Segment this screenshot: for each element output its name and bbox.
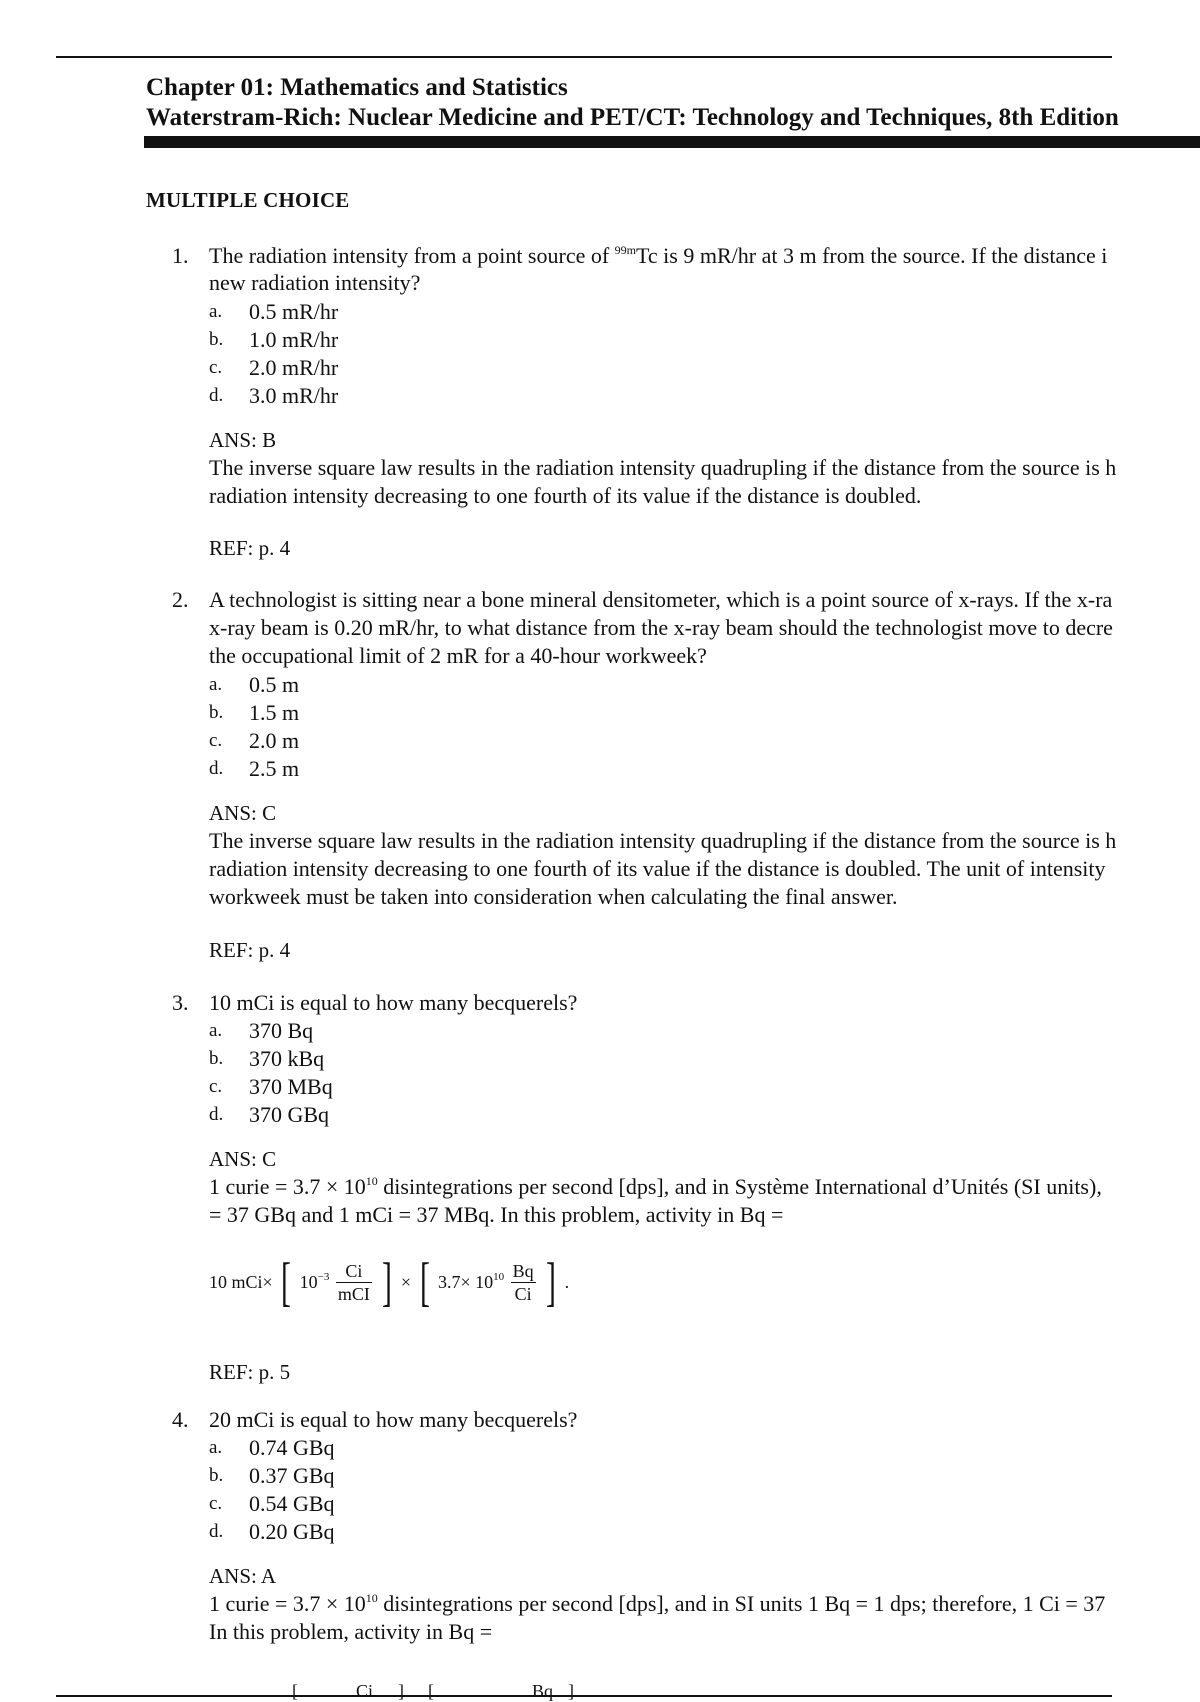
book-title: Waterstram-Rich: Nuclear Medicine and PET/CT: Technology and Techniques, 8th Edition bbox=[146, 104, 1119, 131]
q2-rationale-line2: radiation intensity decreasing to one fourth of its value if the distance is doubled. The unit of intensity bbox=[209, 856, 1106, 881]
q3-option-d-text: 370 GBq bbox=[249, 1102, 330, 1127]
question-3-stem-line1: 10 mCi is equal to how many becquerels? bbox=[209, 990, 578, 1015]
formula-lead: 10 mCi× bbox=[209, 1271, 273, 1292]
question-3-number: 3. bbox=[172, 990, 189, 1015]
bottom-rule bbox=[56, 1695, 1112, 1697]
q1-rationale-line2: radiation intensity decreasing to one fourth of its value if the distance is doubled. bbox=[209, 483, 922, 508]
question-4-stem-line1: 20 mCi is equal to how many becquerels? bbox=[209, 1407, 578, 1432]
q2-rationale-line1: The inverse square law results in the radiation intensity quadrupling if the distance from the source is h bbox=[209, 828, 1117, 853]
q2-option-c-text: 2.0 m bbox=[249, 728, 300, 753]
q4-partial-frac2-num: Bq bbox=[532, 1681, 554, 1701]
q4-option-b-text: 0.37 GBq bbox=[249, 1463, 335, 1488]
q3-rationale-line1: 1 curie = $3.7 \times 10^{10}$ disintegrations per second [dps], and in Système International d’Unités (SI units), bbox=[209, 1174, 1102, 1199]
q3-option-c-text: 370 MBq bbox=[249, 1074, 333, 1099]
q4-rationale-line1: 1 curie = $3.7 \times 10^{10}$ disintegrations per second [dps], and in SI units 1 Bq = 1 dps; therefore, 1 Ci = 37 bbox=[209, 1591, 1106, 1616]
formula-bracket-close-2: ] bbox=[546, 1252, 557, 1312]
q3-option-c-letter: c. bbox=[209, 1076, 223, 1097]
q3-answer: ANS: C bbox=[209, 1147, 277, 1171]
q1-option-d-text: 3.0 mR/hr bbox=[249, 383, 339, 408]
q1-option-b-text: 1.0 mR/hr bbox=[249, 327, 339, 352]
q2-option-b-text: 1.5 m bbox=[249, 700, 300, 725]
q3-option-a-letter: a. bbox=[209, 1020, 223, 1041]
q2-option-a-text: 0.5 m bbox=[249, 672, 300, 697]
question-1-stem-line2: new radiation intensity? bbox=[209, 270, 421, 295]
q4-answer: ANS: A bbox=[209, 1564, 277, 1588]
section-title: MULTIPLE CHOICE bbox=[146, 188, 350, 212]
formula-end: . bbox=[564, 1271, 570, 1292]
q2-rationale-line3: workweek must be taken into consideration when calculating the final answer. bbox=[209, 884, 898, 909]
q4-rationale-line2: In this problem, activity in Bq = bbox=[209, 1619, 493, 1644]
q3-option-d-letter: d. bbox=[209, 1104, 224, 1125]
q1-option-a-letter: a. bbox=[209, 301, 223, 322]
q1-option-a-text: 0.5 mR/hr bbox=[249, 299, 339, 324]
q1-option-b-letter: b. bbox=[209, 329, 224, 350]
q3-option-b-letter: b. bbox=[209, 1048, 224, 1069]
q4-partial-frac1-num: Ci bbox=[356, 1681, 374, 1701]
q4-option-a-text: 0.74 GBq bbox=[249, 1435, 335, 1460]
q4-option-b-letter: b. bbox=[209, 1465, 224, 1486]
formula-exp2: $3.7\times 10^{10}$ bbox=[438, 1270, 505, 1292]
formula-bracket-open-2: [ bbox=[419, 1252, 430, 1312]
q3-option-b-text: 370 kBq bbox=[249, 1046, 325, 1071]
q1-answer: ANS: B bbox=[209, 428, 277, 452]
question-1-number: 1. bbox=[172, 243, 189, 268]
q3-formula bbox=[209, 1252, 570, 1325]
q4-option-c-letter: c. bbox=[209, 1493, 223, 1514]
top-rule bbox=[56, 56, 1112, 58]
formula-exp1: $10^{-3}$ bbox=[299, 1270, 330, 1292]
q2-ref: REF: p. 4 bbox=[209, 938, 291, 962]
q4-option-d-letter: d. bbox=[209, 1521, 224, 1542]
q2-option-c-letter: c. bbox=[209, 730, 223, 751]
q2-answer: ANS: C bbox=[209, 801, 277, 825]
header-thick-rule bbox=[144, 136, 1200, 148]
q1-option-c-text: 2.0 mR/hr bbox=[249, 355, 339, 380]
question-2-number: 2. bbox=[172, 587, 189, 612]
q2-option-b-letter: b. bbox=[209, 702, 224, 723]
q4-option-d-text: 0.20 GBq bbox=[249, 1519, 335, 1544]
q4-partial-bracket-2: ] bbox=[398, 1681, 404, 1701]
q1-rationale-line1: The inverse square law results in the radiation intensity quadrupling if the distance from the source is h bbox=[209, 455, 1117, 480]
formula-frac2: $\frac{Bq}{Ci}$ bbox=[512, 1260, 534, 1304]
q1-ref: REF: p. 4 bbox=[209, 536, 291, 560]
q1-option-d-letter: d. bbox=[209, 385, 224, 406]
formula-bracket-open: [ bbox=[281, 1252, 292, 1312]
q2-option-a-letter: a. bbox=[209, 674, 223, 695]
q4-option-c-text: 0.54 GBq bbox=[249, 1491, 335, 1516]
q4-option-a-letter: a. bbox=[209, 1437, 223, 1458]
q2-option-d-letter: d. bbox=[209, 758, 224, 779]
question-2-stem-line3: the occupational limit of 2 mR for a 40-hour workweek? bbox=[209, 643, 707, 668]
question-2-stem-line1: A technologist is sitting near a bone mineral densitometer, which is a point source of x-rays. If the x-ra bbox=[209, 587, 1113, 612]
formula-bracket-close: ] bbox=[382, 1252, 393, 1312]
q1-option-c-letter: c. bbox=[209, 357, 223, 378]
q4-partial-bracket-3: [ bbox=[428, 1681, 434, 1701]
q3-rationale-line2: = 37 GBq and 1 mCi = 37 MBq. In this problem, activity in Bq = bbox=[209, 1202, 784, 1227]
q2-option-d-text: 2.5 m bbox=[249, 756, 300, 781]
q3-option-a-text: 370 Bq bbox=[249, 1018, 314, 1043]
question-4-number: 4. bbox=[172, 1407, 189, 1432]
q4-partial-bracket-4: ] bbox=[568, 1681, 574, 1701]
formula-frac1: $\frac{Ci}{\text{mCI}}$ bbox=[337, 1260, 370, 1304]
q3-ref: REF: p. 5 bbox=[209, 1360, 291, 1384]
chapter-title: Chapter 01: Mathematics and Statistics bbox=[146, 74, 568, 101]
question-2-stem-line2: x-ray beam is 0.20 mR/hr, to what distance from the x-ray beam should the technologist move to decre bbox=[209, 615, 1113, 640]
formula-times: × bbox=[400, 1271, 412, 1292]
question-1-stem-line1: The radiation intensity from a point source of $^{99m}$Tc is 9 mR/hr at 3 m from the source. If the distance i bbox=[209, 243, 1108, 268]
q4-partial-bracket-1: [ bbox=[292, 1681, 298, 1701]
